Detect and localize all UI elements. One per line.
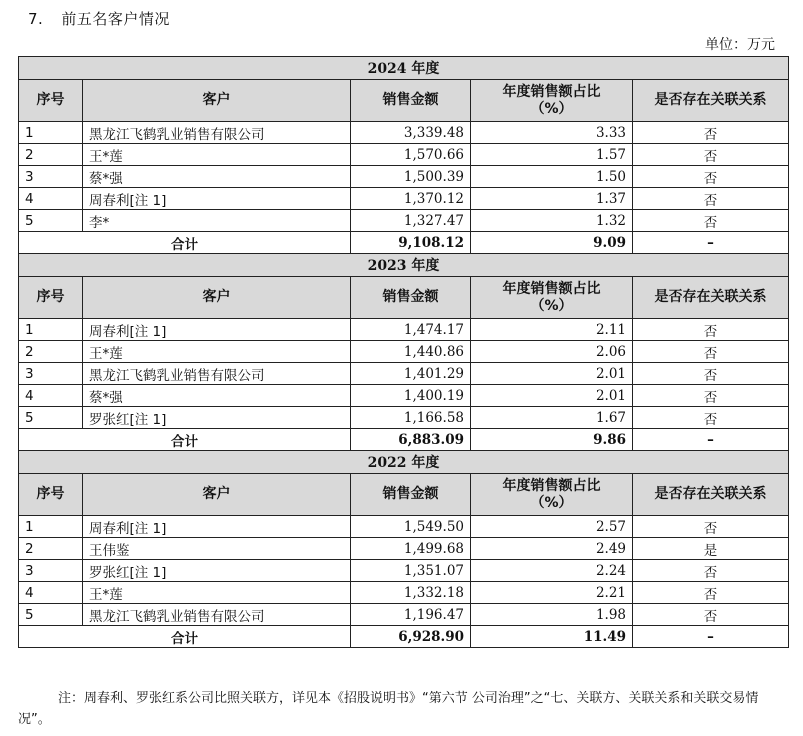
top-customers-table [18,56,789,648]
related-cell: 否 [633,363,789,385]
table-row [19,407,789,429]
ratio-cell: 1.57 [471,144,633,166]
sales-cell: 1,570.66 [351,144,471,166]
customer-cell: 周春利[注 1] [83,188,351,210]
seq-cell: 5 [19,407,83,429]
seq-cell: 3 [19,166,83,188]
customer-cell: 罗张红[注 1] [83,560,351,582]
sales-cell: 1,440.86 [351,341,471,363]
total-ratio: 9.09 [471,232,633,254]
header-ratio-line2: （%） [530,297,573,314]
ratio-cell: 1.67 [471,407,633,429]
unit-label: 单位：万元 [705,37,775,53]
header-ratio [471,474,633,516]
table-row [19,166,789,188]
related-cell: 否 [633,516,789,538]
header-ratio [471,80,633,122]
year-header-row [19,57,789,80]
ratio-cell: 2.11 [471,319,633,341]
sales-cell: 1,549.50 [351,516,471,538]
header-sales: 销售金额 [351,474,471,516]
related-cell: 否 [633,122,789,144]
table-row [19,319,789,341]
seq-cell: 5 [19,604,83,626]
customer-cell: 王*莲 [83,582,351,604]
ratio-cell: 2.21 [471,582,633,604]
header-ratio [471,277,633,319]
table-row [19,144,789,166]
related-cell: 否 [633,582,789,604]
total-label: 合计 [19,429,351,451]
seq-cell: 1 [19,122,83,144]
ratio-cell: 1.32 [471,210,633,232]
related-cell: 否 [633,166,789,188]
total-label: 合计 [19,626,351,648]
seq-cell: 5 [19,210,83,232]
column-header-row [19,474,789,516]
total-ratio: 11.49 [471,626,633,648]
total-sales: 9,108.12 [351,232,471,254]
related-cell: 否 [633,385,789,407]
total-row [19,626,789,648]
header-ratio-line1: 年度销售额占比 [502,83,601,100]
ratio-cell: 2.06 [471,341,633,363]
ratio-cell: 3.33 [471,122,633,144]
sales-cell: 1,400.19 [351,385,471,407]
header-ratio-line1: 年度销售额占比 [502,477,601,494]
year-header: 2023 年度 [19,254,789,277]
customer-cell: 王*莲 [83,341,351,363]
related-cell: 否 [633,210,789,232]
footnote: 注：周春利、罗张红系公司比照关联方，详见本《招股说明书》“第六节 公司治理”之“七、关联方、关联关系和关联交易情况”。 [18,691,759,727]
seq-cell: 2 [19,341,83,363]
header-related: 是否存在关联关系 [633,80,789,122]
ratio-cell: 1.50 [471,166,633,188]
seq-cell: 3 [19,560,83,582]
table-row [19,582,789,604]
customer-cell: 王伟鉴 [83,538,351,560]
header-sales: 销售金额 [351,80,471,122]
seq-cell: 2 [19,144,83,166]
total-sales: 6,928.90 [351,626,471,648]
header-sales: 销售金额 [351,277,471,319]
ratio-cell: 2.01 [471,385,633,407]
header-related: 是否存在关联关系 [633,474,789,516]
related-cell: 否 [633,319,789,341]
related-cell: 否 [633,604,789,626]
table-row [19,385,789,407]
seq-cell: 4 [19,188,83,210]
customer-cell: 李* [83,210,351,232]
sales-cell: 1,370.12 [351,188,471,210]
total-related: – [633,232,789,254]
customer-cell: 蔡*强 [83,385,351,407]
total-related: – [633,429,789,451]
header-ratio-line1: 年度销售额占比 [502,280,601,297]
table-row [19,341,789,363]
table-row [19,604,789,626]
seq-cell: 1 [19,516,83,538]
sales-cell: 1,499.68 [351,538,471,560]
total-row [19,232,789,254]
year-header: 2022 年度 [19,451,789,474]
customer-cell: 罗张红[注 1] [83,407,351,429]
sales-cell: 1,166.58 [351,407,471,429]
table-row [19,560,789,582]
related-cell: 否 [633,407,789,429]
customer-cell: 黑龙江飞鹤乳业销售有限公司 [83,604,351,626]
seq-cell: 4 [19,385,83,407]
total-sales: 6,883.09 [351,429,471,451]
header-related: 是否存在关联关系 [633,277,789,319]
column-header-row [19,80,789,122]
header-ratio-line2: （%） [530,494,573,511]
year-header: 2024 年度 [19,57,789,80]
seq-cell: 4 [19,582,83,604]
seq-cell: 1 [19,319,83,341]
year-header-row [19,451,789,474]
customer-cell: 周春利[注 1] [83,319,351,341]
seq-cell: 2 [19,538,83,560]
table-row [19,363,789,385]
customer-cell: 王*莲 [83,144,351,166]
header-ratio-line2: （%） [530,100,573,117]
related-cell: 是 [633,538,789,560]
total-related: – [633,626,789,648]
header-seq: 序号 [19,474,83,516]
sales-cell: 1,332.18 [351,582,471,604]
related-cell: 否 [633,560,789,582]
ratio-cell: 2.57 [471,516,633,538]
sales-cell: 3,339.48 [351,122,471,144]
sales-cell: 1,401.29 [351,363,471,385]
sales-cell: 1,474.17 [351,319,471,341]
related-cell: 否 [633,341,789,363]
customer-cell: 周春利[注 1] [83,516,351,538]
header-seq: 序号 [19,277,83,319]
year-header-row [19,254,789,277]
header-seq: 序号 [19,80,83,122]
sales-cell: 1,500.39 [351,166,471,188]
related-cell: 否 [633,188,789,210]
header-customer: 客户 [83,474,351,516]
seq-cell: 3 [19,363,83,385]
section-heading [28,8,170,29]
table-row [19,188,789,210]
table-row [19,210,789,232]
table-row [19,122,789,144]
related-cell: 否 [633,144,789,166]
table-row [19,538,789,560]
sales-cell: 1,196.47 [351,604,471,626]
customer-cell: 黑龙江飞鹤乳业销售有限公司 [83,122,351,144]
ratio-cell: 2.24 [471,560,633,582]
ratio-cell: 1.98 [471,604,633,626]
sales-cell: 1,327.47 [351,210,471,232]
section-number: 7. [28,10,44,28]
section-title: 前五名客户情况 [61,10,170,28]
total-row [19,429,789,451]
sales-cell: 1,351.07 [351,560,471,582]
customer-cell: 黑龙江飞鹤乳业销售有限公司 [83,363,351,385]
customer-cell: 蔡*强 [83,166,351,188]
total-label: 合计 [19,232,351,254]
ratio-cell: 2.49 [471,538,633,560]
column-header-row [19,277,789,319]
ratio-cell: 1.37 [471,188,633,210]
header-customer: 客户 [83,80,351,122]
total-ratio: 9.86 [471,429,633,451]
table-row [19,516,789,538]
header-customer: 客户 [83,277,351,319]
ratio-cell: 2.01 [471,363,633,385]
